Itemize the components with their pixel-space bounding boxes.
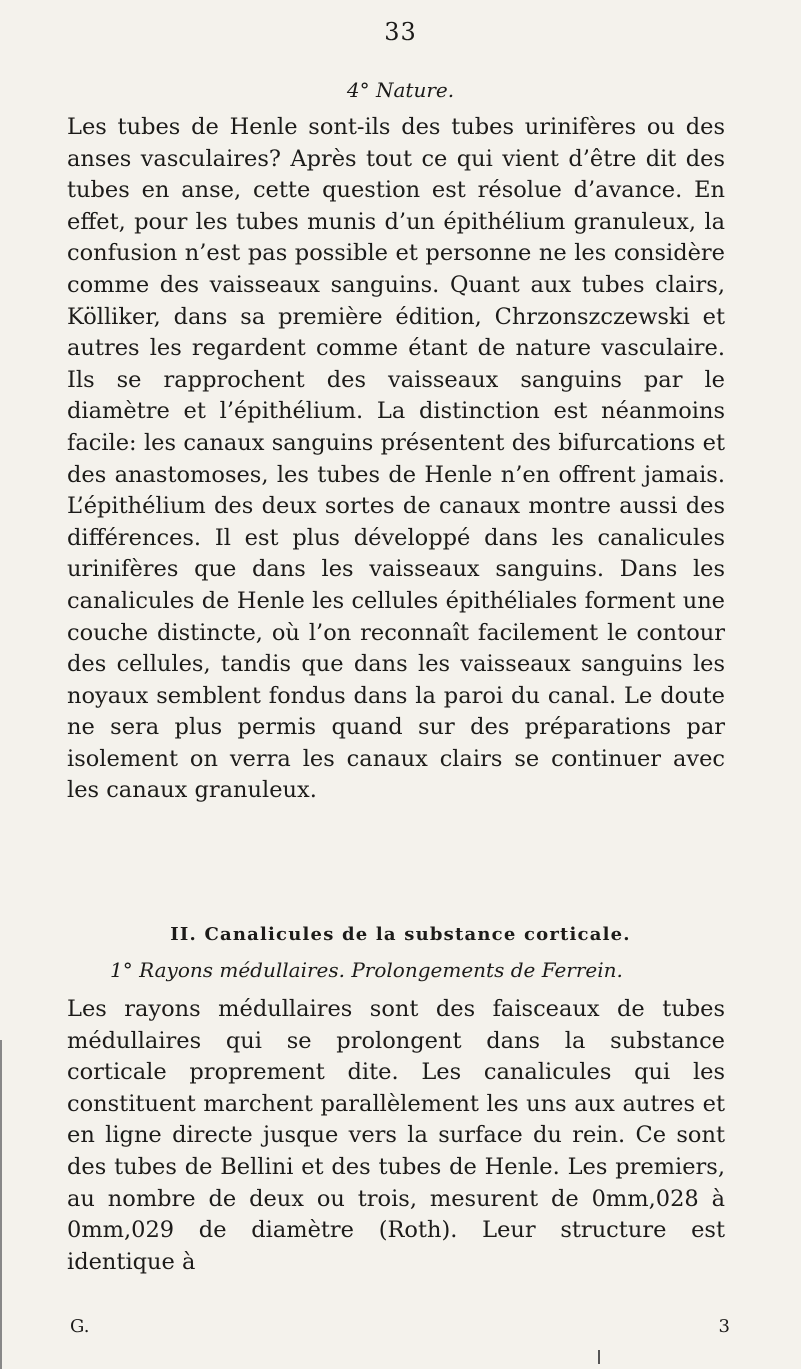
signature-mark: G. [70,1316,90,1337]
printer-mark [598,1350,600,1364]
paragraph-rayons: Les rayons médullaires sont des faisceaux de tubes médullaires qui se prolongent dans la substance corticale proprement dite. Les canalicules qui les constituent marchent parallèlement les uns aux autres et en ligne directe jusque vers la surface du rein. Ce sont des tubes de Bellini et des tubes de Henle. Les premiers, au nombre de deux ou trois, mesurent de 0mm,028 à 0mm,029 de diamètre (Roth). Leur structure est identique à [67,996,725,1275]
page-footer [70,1316,730,1337]
subsection-heading-nature: 4° Nature. [346,78,455,102]
page-number: 33 [384,18,417,46]
sheet-number: 3 [718,1316,730,1337]
section-heading-canalicules: II. Canalicules de la substance corticale. [170,924,631,945]
page-binding-edge [0,1040,2,1369]
paragraph-nature: Les tubes de Henle sont-ils des tubes urinifères ou des anses vasculaires? Après tout ce qui vient d’être dit des tubes en anse, cette question est résolue d’avance. En effet, pour les tubes munis d’un épithélium granuleux, la confusion n’est pas possible et personne ne les considère comme des vaisseaux sanguins. Quant aux tubes clairs, Kölliker, dans sa première édition, Chrzonszczewski et autres les regardent comme étant de nature vasculaire. Ils se rapprochent des vaisseaux sanguins par le diamètre et l’épithélium. La distinction est néanmoins facile: les canaux sanguins présentent des bifurcations et des anastomoses, les tubes de Henle n’en offrent jamais. L’épithélium des deux sortes de canaux montre aussi des différences. Il est plus développé dans les canalicules urinifères que dans les vaisseaux sanguins. Dans les canalicules de Henle les cellules épithéliales forment une couche distincte, où l’on reconnaît facilement le contour des cellules, tandis que dans les vaisseaux sanguins les noyaux semblent fondus dans la paroi du canal. Le doute ne sera plus permis quand sur des préparations par isolement on verra les canaux clairs se continuer avec les canaux granuleux. [67,114,725,804]
subsection-heading-rayons: 1° Rayons médullaires. Prolongements de Ferrein. [110,958,623,982]
